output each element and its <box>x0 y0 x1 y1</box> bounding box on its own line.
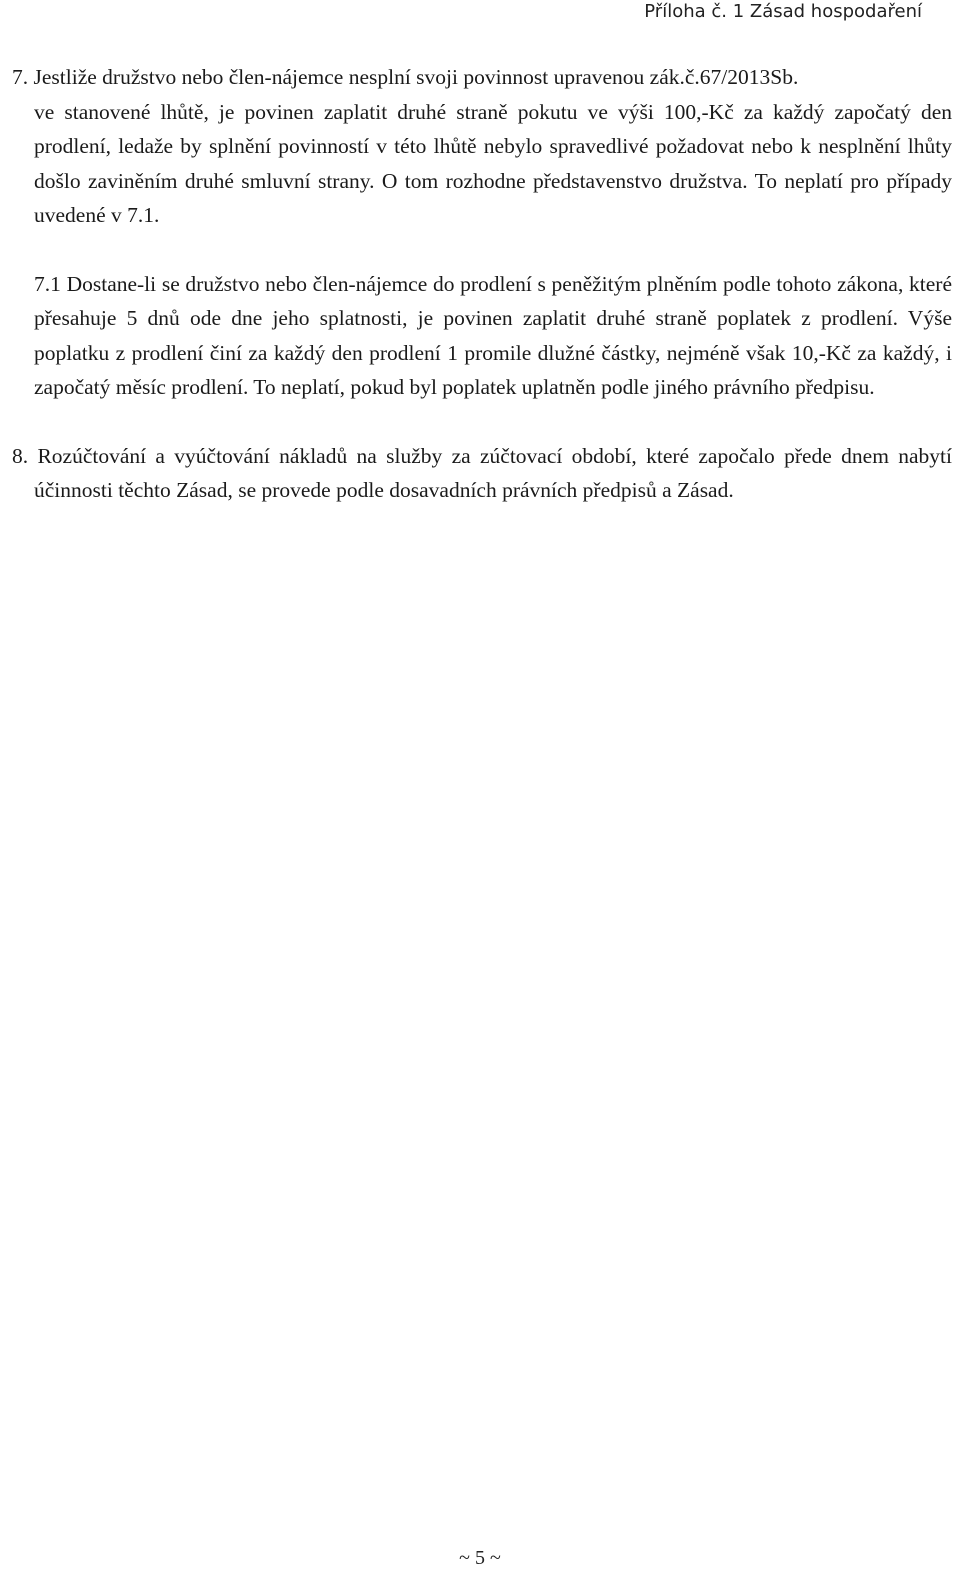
paragraph-7-1: 7.1 Dostane-li se družstvo nebo člen-nájemce do prodlení s peněžitým plněním podle tohoto zákona, které přesahuje 5 dnů ode dne jeho splatnosti, je povinen zaplatit druhé straně poplatek z prodlení. Výše poplatku z prodlení činí za každý den prodlení 1 promile dlužné částky, nejméně však 10,-Kč za každý, i započatý měsíc prodlení. To neplatí, pokud byl poplatek uplatněn podle jiného právního předpisu. <box>34 271 952 399</box>
paragraph-7 <box>12 60 952 233</box>
page-header: Příloha č. 1 Zásad hospodaření <box>644 1 922 22</box>
paragraph-7-rest: ve stanovené lhůtě, je povinen zaplatit druhé straně pokutu ve výši 100,-Kč za každý započatý den prodlení, ledaže by splnění povinností v této lhůtě nebylo spravedlivé požadovat nebo k nesplnění lhůty došlo zaviněním druhé smluvní strany. O tom rozhodne představenstvo družstva. To neplatí pro případy uvedené v 7.1. <box>34 99 952 227</box>
document-body <box>12 60 952 508</box>
page-number: ~ 5 ~ <box>459 1547 501 1569</box>
paragraph-8 <box>12 439 952 508</box>
paragraph-8-text: 8. Rozúčtování a vyúčtování nákladů na služby za zúčtovací období, které započalo přede dnem nabytí účinnosti těchto Zásad, se provede podle dosavadních právních předpisů a Zásad. <box>12 443 952 502</box>
paragraph-7-first-line: 7. Jestliže družstvo nebo člen-nájemce nesplní svoji povinnost upravenou zák.č.67/2013Sb. <box>12 65 799 89</box>
